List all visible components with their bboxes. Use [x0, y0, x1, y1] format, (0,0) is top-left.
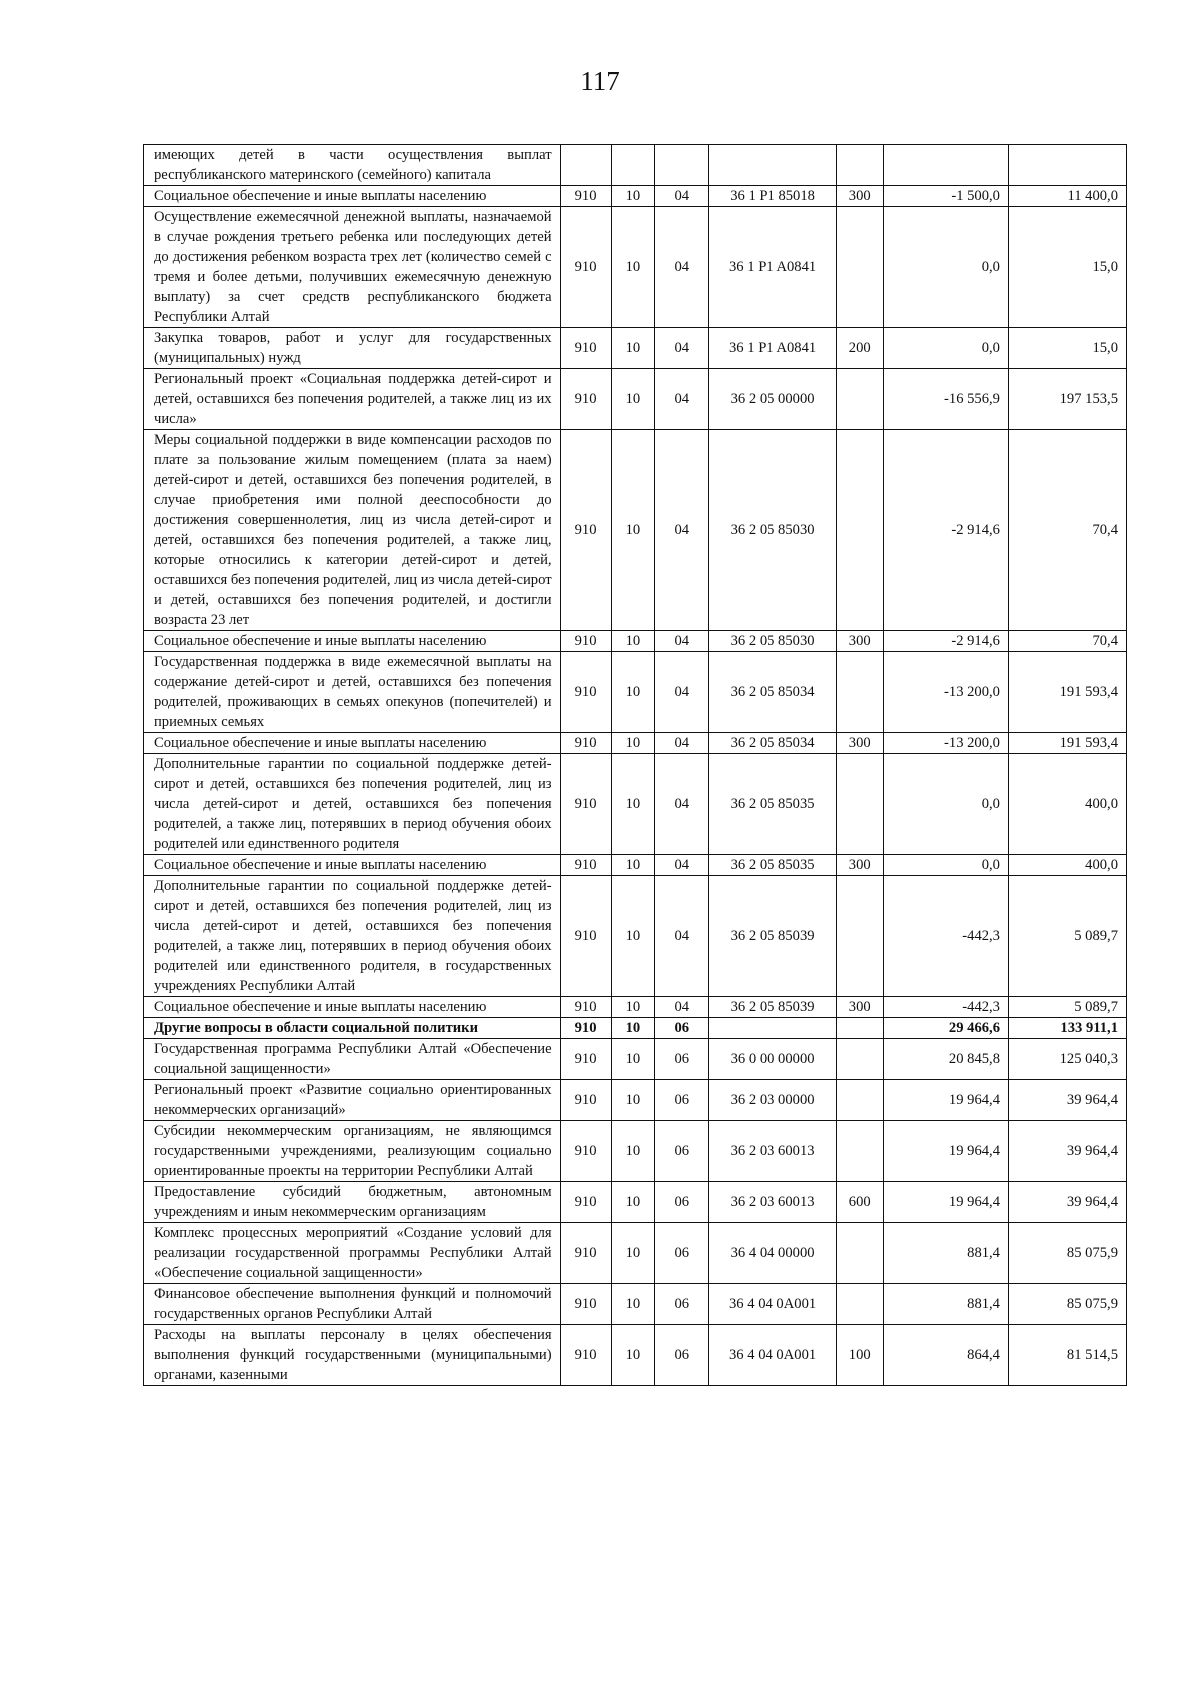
row-total-cell: 85 075,9	[1008, 1284, 1126, 1325]
row-name-cell: Социальное обеспечение и иные выплаты населению	[144, 997, 561, 1018]
table-row	[144, 855, 1127, 876]
row-name-cell: Меры социальной поддержки в виде компенсации расходов по плате за пользование жилым помещением (плата за наем) детей-сирот и детей, оставшихся без попечения родителей, в случае приобретения ими полной дееспособности до достижения совершеннолетия, лиц из числа детей-сирот и детей, оставшихся без попечения родителей, а также лиц, которые относились к категории детей-сирот и детей, оставшихся без попечения родителей, лиц из числа детей-сирот и детей, оставшихся без попечения родителей, и достигли возраста 23 лет	[144, 430, 561, 631]
row-total-cell: 191 593,4	[1008, 733, 1126, 754]
row-rz-cell: 10	[611, 997, 655, 1018]
row-gr-cell: 910	[560, 1223, 611, 1284]
row-rz-cell: 10	[611, 1121, 655, 1182]
row-total-cell: 70,4	[1008, 430, 1126, 631]
row-name-cell: Государственная программа Республики Алтай «Обеспечение социальной защищенности»	[144, 1039, 561, 1080]
row-name-cell: Социальное обеспечение и иные выплаты населению	[144, 631, 561, 652]
row-total-cell: 5 089,7	[1008, 876, 1126, 997]
row-gr-cell: 910	[560, 855, 611, 876]
row-change-cell: 19 964,4	[883, 1182, 1008, 1223]
table-row	[144, 631, 1127, 652]
row-gr-cell	[560, 145, 611, 186]
row-change-cell: -442,3	[883, 997, 1008, 1018]
row-change-cell: 881,4	[883, 1223, 1008, 1284]
row-change-cell: 29 466,6	[883, 1018, 1008, 1039]
row-vr-cell	[836, 145, 883, 186]
table-row	[144, 652, 1127, 733]
row-name-cell: Финансовое обеспечение выполнения функций и полномочий государственных органов Республики Алтай	[144, 1284, 561, 1325]
row-csr-cell: 36 2 05 85034	[709, 652, 837, 733]
table-row	[144, 207, 1127, 328]
table-row	[144, 186, 1127, 207]
row-gr-cell: 910	[560, 1018, 611, 1039]
row-gr-cell: 910	[560, 754, 611, 855]
row-total-cell: 15,0	[1008, 328, 1126, 369]
row-pr-cell	[655, 145, 709, 186]
row-rz-cell: 10	[611, 207, 655, 328]
row-pr-cell: 04	[655, 186, 709, 207]
row-total-cell: 81 514,5	[1008, 1325, 1126, 1386]
row-vr-cell: 600	[836, 1182, 883, 1223]
row-csr-cell: 36 2 03 60013	[709, 1182, 837, 1223]
row-total-cell: 11 400,0	[1008, 186, 1126, 207]
row-vr-cell: 300	[836, 631, 883, 652]
row-rz-cell: 10	[611, 1325, 655, 1386]
row-pr-cell: 04	[655, 733, 709, 754]
table-row	[144, 1182, 1127, 1223]
row-csr-cell	[709, 1018, 837, 1039]
row-vr-cell	[836, 652, 883, 733]
row-csr-cell: 36 2 05 85039	[709, 997, 837, 1018]
table-row	[144, 328, 1127, 369]
row-name-cell: Государственная поддержка в виде ежемесячной выплаты на содержание детей-сирот и детей, оставшихся без попечения родителей, проживающих в семьях опекунов (попечителей) и приемных семьях	[144, 652, 561, 733]
row-vr-cell	[836, 430, 883, 631]
row-gr-cell: 910	[560, 186, 611, 207]
row-name-cell: Социальное обеспечение и иные выплаты населению	[144, 733, 561, 754]
row-total-cell: 400,0	[1008, 754, 1126, 855]
row-total-cell: 197 153,5	[1008, 369, 1126, 430]
row-rz-cell: 10	[611, 328, 655, 369]
row-csr-cell: 36 2 05 85030	[709, 631, 837, 652]
row-change-cell	[883, 145, 1008, 186]
table-row	[144, 1018, 1127, 1039]
row-vr-cell	[836, 207, 883, 328]
table-row	[144, 369, 1127, 430]
table-row	[144, 430, 1127, 631]
row-vr-cell	[836, 1121, 883, 1182]
row-name-cell: Другие вопросы в области социальной политики	[144, 1018, 561, 1039]
table-row	[144, 1223, 1127, 1284]
row-vr-cell	[836, 369, 883, 430]
row-rz-cell: 10	[611, 1039, 655, 1080]
row-rz-cell: 10	[611, 1284, 655, 1325]
row-name-cell: Комплекс процессных мероприятий «Создание условий для реализации государственной программы Республики Алтай «Обеспечение социальной защищенности»	[144, 1223, 561, 1284]
row-pr-cell: 04	[655, 997, 709, 1018]
row-name-cell: Дополнительные гарантии по социальной поддержке детей-сирот и детей, оставшихся без попечения родителей, лиц из числа детей-сирот и детей, оставшихся без попечения родителей, а также лиц, потерявших в период обучения обоих родителей или единственного родителя	[144, 754, 561, 855]
row-gr-cell: 910	[560, 207, 611, 328]
row-name-cell: имеющих детей в части осуществления выплат республиканского материнского (семейного) капитала	[144, 145, 561, 186]
row-csr-cell: 36 2 05 85035	[709, 754, 837, 855]
row-change-cell: -2 914,6	[883, 631, 1008, 652]
row-total-cell: 5 089,7	[1008, 997, 1126, 1018]
row-pr-cell: 06	[655, 1039, 709, 1080]
row-rz-cell: 10	[611, 369, 655, 430]
table-row	[144, 1080, 1127, 1121]
row-change-cell: -1 500,0	[883, 186, 1008, 207]
row-total-cell: 39 964,4	[1008, 1182, 1126, 1223]
row-gr-cell: 910	[560, 430, 611, 631]
row-csr-cell: 36 1 P1 A0841	[709, 207, 837, 328]
row-change-cell: 864,4	[883, 1325, 1008, 1386]
row-change-cell: 20 845,8	[883, 1039, 1008, 1080]
row-gr-cell: 910	[560, 652, 611, 733]
row-gr-cell: 910	[560, 1325, 611, 1386]
row-change-cell: 0,0	[883, 855, 1008, 876]
row-name-cell: Социальное обеспечение и иные выплаты населению	[144, 186, 561, 207]
row-total-cell: 400,0	[1008, 855, 1126, 876]
row-change-cell: 19 964,4	[883, 1080, 1008, 1121]
row-pr-cell: 06	[655, 1080, 709, 1121]
row-total-cell: 70,4	[1008, 631, 1126, 652]
row-total-cell: 125 040,3	[1008, 1039, 1126, 1080]
row-vr-cell	[836, 1284, 883, 1325]
row-csr-cell: 36 2 05 85034	[709, 733, 837, 754]
row-gr-cell: 910	[560, 1039, 611, 1080]
row-pr-cell: 06	[655, 1182, 709, 1223]
row-gr-cell: 910	[560, 1080, 611, 1121]
row-total-cell: 133 911,1	[1008, 1018, 1126, 1039]
row-csr-cell: 36 1 P1 A0841	[709, 328, 837, 369]
row-total-cell: 39 964,4	[1008, 1121, 1126, 1182]
row-pr-cell: 04	[655, 369, 709, 430]
row-name-cell: Осуществление ежемесячной денежной выплаты, назначаемой в случае рождения третьего ребенка или последующих детей до достижения ребенком возраста трех лет (количество семей с тремя и более детьми, получивших ежемесячную денежную выплату) за счет средств республиканского бюджета Республики Алтай	[144, 207, 561, 328]
row-csr-cell: 36 1 P1 85018	[709, 186, 837, 207]
row-name-cell: Расходы на выплаты персоналу в целях обеспечения выполнения функций государственными (муниципальными) органами, казенными	[144, 1325, 561, 1386]
row-change-cell: -13 200,0	[883, 733, 1008, 754]
table-row	[144, 754, 1127, 855]
row-change-cell: 19 964,4	[883, 1121, 1008, 1182]
row-pr-cell: 04	[655, 430, 709, 631]
row-rz-cell: 10	[611, 430, 655, 631]
row-change-cell: 881,4	[883, 1284, 1008, 1325]
row-vr-cell: 300	[836, 733, 883, 754]
row-csr-cell: 36 4 04 0A001	[709, 1325, 837, 1386]
row-vr-cell	[836, 1080, 883, 1121]
row-rz-cell: 10	[611, 631, 655, 652]
row-gr-cell: 910	[560, 1284, 611, 1325]
row-vr-cell: 300	[836, 855, 883, 876]
row-name-cell: Региональный проект «Социальная поддержка детей-сирот и детей, оставшихся без попечения родителей, а также лиц из их числа»	[144, 369, 561, 430]
row-rz-cell: 10	[611, 1018, 655, 1039]
row-name-cell: Предоставление субсидий бюджетным, автономным учреждениям и иным некоммерческим организациям	[144, 1182, 561, 1223]
row-pr-cell: 06	[655, 1223, 709, 1284]
row-name-cell: Субсидии некоммерческим организациям, не являющимся государственными учреждениями, реализующим социально ориентированные проекты на территории Республики Алтай	[144, 1121, 561, 1182]
row-total-cell: 191 593,4	[1008, 652, 1126, 733]
row-rz-cell: 10	[611, 1223, 655, 1284]
row-csr-cell: 36 2 03 60013	[709, 1121, 837, 1182]
row-gr-cell: 910	[560, 369, 611, 430]
row-change-cell: 0,0	[883, 328, 1008, 369]
table-row	[144, 1284, 1127, 1325]
row-name-cell: Региональный проект «Развитие социально ориентированных некоммерческих организаций»	[144, 1080, 561, 1121]
row-pr-cell: 04	[655, 652, 709, 733]
row-total-cell: 85 075,9	[1008, 1223, 1126, 1284]
table-row	[144, 145, 1127, 186]
row-pr-cell: 04	[655, 876, 709, 997]
row-vr-cell	[836, 1223, 883, 1284]
row-change-cell: -16 556,9	[883, 369, 1008, 430]
row-rz-cell: 10	[611, 876, 655, 997]
row-rz-cell: 10	[611, 186, 655, 207]
row-change-cell: 0,0	[883, 207, 1008, 328]
row-vr-cell: 300	[836, 186, 883, 207]
row-pr-cell: 06	[655, 1325, 709, 1386]
table-row	[144, 1325, 1127, 1386]
row-vr-cell	[836, 876, 883, 997]
row-pr-cell: 06	[655, 1018, 709, 1039]
row-csr-cell: 36 2 05 85030	[709, 430, 837, 631]
row-change-cell: -2 914,6	[883, 430, 1008, 631]
row-gr-cell: 910	[560, 1121, 611, 1182]
row-name-cell: Социальное обеспечение и иные выплаты населению	[144, 855, 561, 876]
row-rz-cell: 10	[611, 652, 655, 733]
row-pr-cell: 04	[655, 328, 709, 369]
page-number: 117	[580, 66, 620, 96]
row-name-cell: Дополнительные гарантии по социальной поддержке детей-сирот и детей, оставшихся без попечения родителей, лиц из числа детей-сирот и детей, оставшихся без попечения родителей, а также лиц, потерявших в период обучения обоих родителей или единственного родителя, в государственных учреждениях Республики Алтай	[144, 876, 561, 997]
budget-table	[143, 144, 1127, 1386]
row-pr-cell: 04	[655, 754, 709, 855]
row-total-cell: 39 964,4	[1008, 1080, 1126, 1121]
row-pr-cell: 06	[655, 1284, 709, 1325]
row-gr-cell: 910	[560, 997, 611, 1018]
row-gr-cell: 910	[560, 733, 611, 754]
row-pr-cell: 04	[655, 855, 709, 876]
row-vr-cell: 100	[836, 1325, 883, 1386]
row-csr-cell: 36 0 00 00000	[709, 1039, 837, 1080]
row-gr-cell: 910	[560, 876, 611, 997]
row-rz-cell: 10	[611, 855, 655, 876]
row-vr-cell	[836, 754, 883, 855]
table-row	[144, 1039, 1127, 1080]
row-pr-cell: 06	[655, 1121, 709, 1182]
row-rz-cell: 10	[611, 754, 655, 855]
table-row	[144, 997, 1127, 1018]
row-csr-cell: 36 4 04 0A001	[709, 1284, 837, 1325]
row-vr-cell	[836, 1039, 883, 1080]
row-csr-cell: 36 2 05 85035	[709, 855, 837, 876]
row-change-cell: -13 200,0	[883, 652, 1008, 733]
table-row	[144, 1121, 1127, 1182]
row-vr-cell: 200	[836, 328, 883, 369]
row-csr-cell	[709, 145, 837, 186]
row-csr-cell: 36 2 05 00000	[709, 369, 837, 430]
row-csr-cell: 36 2 03 00000	[709, 1080, 837, 1121]
row-vr-cell: 300	[836, 997, 883, 1018]
row-csr-cell: 36 2 05 85039	[709, 876, 837, 997]
row-csr-cell: 36 4 04 00000	[709, 1223, 837, 1284]
row-pr-cell: 04	[655, 207, 709, 328]
row-vr-cell	[836, 1018, 883, 1039]
row-rz-cell	[611, 145, 655, 186]
row-change-cell: -442,3	[883, 876, 1008, 997]
row-gr-cell: 910	[560, 1182, 611, 1223]
row-rz-cell: 10	[611, 1182, 655, 1223]
row-total-cell: 15,0	[1008, 207, 1126, 328]
row-name-cell: Закупка товаров, работ и услуг для государственных (муниципальных) нужд	[144, 328, 561, 369]
table-row	[144, 876, 1127, 997]
row-change-cell: 0,0	[883, 754, 1008, 855]
row-total-cell	[1008, 145, 1126, 186]
table-row	[144, 733, 1127, 754]
row-rz-cell: 10	[611, 733, 655, 754]
row-gr-cell: 910	[560, 328, 611, 369]
row-gr-cell: 910	[560, 631, 611, 652]
row-pr-cell: 04	[655, 631, 709, 652]
row-rz-cell: 10	[611, 1080, 655, 1121]
